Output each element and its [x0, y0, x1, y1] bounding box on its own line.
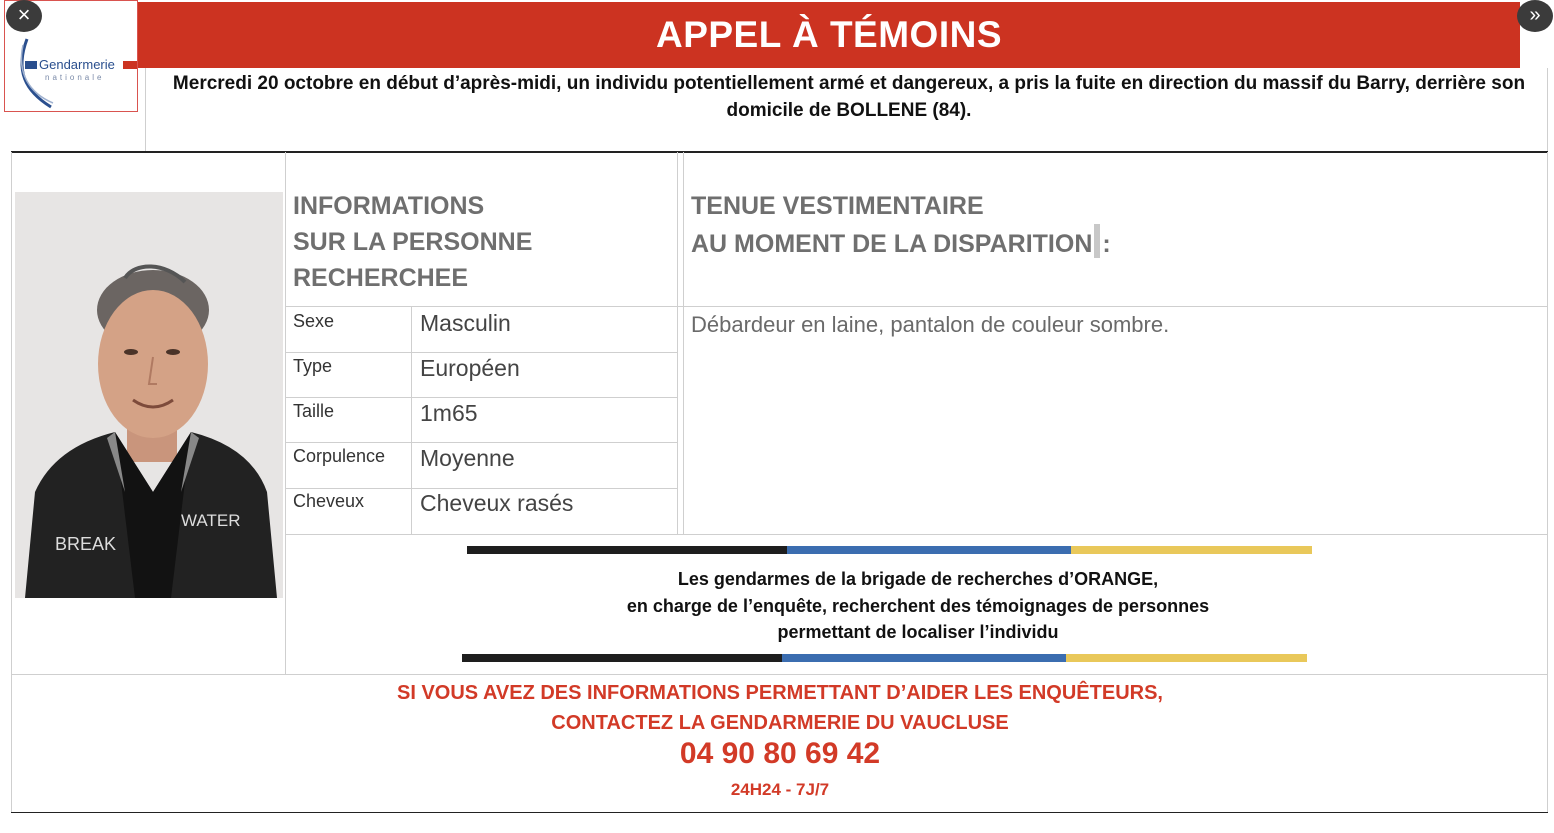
info-row-sexe [287, 307, 681, 352]
divider [1547, 68, 1548, 152]
page-title: APPEL À TÉMOINS [655, 14, 1003, 55]
header-banner [138, 2, 1520, 68]
divider [285, 442, 678, 443]
info-label: Corpulence [293, 446, 386, 466]
tenue-section-title [691, 188, 1111, 262]
tenue-title-colon: : [1102, 230, 1111, 258]
info-label: Sexe [293, 311, 335, 331]
logo-subtext: nationale [45, 73, 105, 82]
divider [285, 488, 678, 489]
info-value: Cheveux rasés [420, 490, 574, 516]
message-line: en charge de l’enquête, recherchent des témoignages de personnes [626, 595, 1210, 616]
info-value: Moyenne [420, 445, 515, 471]
stripe-top [467, 546, 1312, 554]
message-line: permettant de localiser l’individu [777, 622, 1059, 642]
divider [285, 352, 678, 353]
info-value: Masculin [420, 310, 511, 336]
tenue-title-text: AU MOMENT DE LA DISPARITION [691, 230, 1093, 258]
close-button[interactable] [6, 0, 42, 32]
info-row-cheveux [287, 487, 681, 532]
info-label: Type [293, 356, 333, 376]
info-row-type [287, 352, 681, 397]
contact-line: SI VOUS AVEZ DES INFORMATIONS PERMETTANT D’AIDER LES ENQUÊTEURS, [397, 682, 1163, 704]
text-cursor [1094, 224, 1100, 258]
info-value: 1m65 [420, 400, 478, 426]
logo-text: Gendarmerie [39, 57, 115, 72]
divider [285, 152, 286, 674]
divider [285, 397, 678, 398]
gendarmes-message [440, 566, 1396, 646]
divider [411, 307, 412, 534]
tenue-title-line: TENUE VESTIMENTAIRE [691, 192, 984, 220]
divider [11, 674, 1548, 675]
suspect-photo [15, 192, 283, 598]
contact-line: CONTACTEZ LA GENDARMERIE DU VAUCLUSE [551, 712, 1009, 734]
info-value: Européen [420, 355, 520, 381]
contact-section [12, 678, 1548, 738]
divider [285, 534, 1547, 535]
info-section-title [293, 188, 532, 296]
info-row-corpulence [287, 442, 681, 487]
info-row-taille [287, 397, 681, 442]
shirt-text-right: WATER [181, 511, 241, 530]
contact-hours: 24H24 - 7J/7 [730, 780, 830, 799]
contact-phone: 04 90 80 69 42 [679, 737, 881, 770]
message-line: Les gendarmes de la brigade de recherches d’ORANGE, [677, 569, 1159, 589]
divider [11, 812, 1548, 813]
info-title-line: INFORMATIONS [293, 192, 485, 220]
info-label: Taille [293, 401, 335, 421]
divider [145, 68, 146, 152]
info-label: Cheveux [293, 491, 365, 511]
flag-red-icon [123, 61, 137, 69]
intro-text: Mercredi 20 octobre en début d’après-midi, un individu potentiellement armé et dangereux, a pris la fuite en direction du massif du Barry, derrière son domicile de BOLLENE (84). [172, 73, 1526, 121]
divider [11, 151, 1548, 153]
stripe-bottom [462, 654, 1307, 662]
chevron-double-right-icon: » [1529, 4, 1541, 26]
next-button[interactable] [1517, 0, 1553, 32]
divider [683, 152, 684, 534]
shirt-text-left: BREAK [55, 534, 117, 554]
tenue-description: Débardeur en laine, pantalon de couleur sombre. [691, 312, 1170, 337]
info-title-line: SUR LA PERSONNE [293, 228, 533, 256]
flag-blue-icon [25, 61, 37, 69]
info-title-line: RECHERCHEE [293, 264, 469, 292]
tenue-title-line [691, 224, 1111, 262]
close-icon: × [17, 2, 31, 27]
